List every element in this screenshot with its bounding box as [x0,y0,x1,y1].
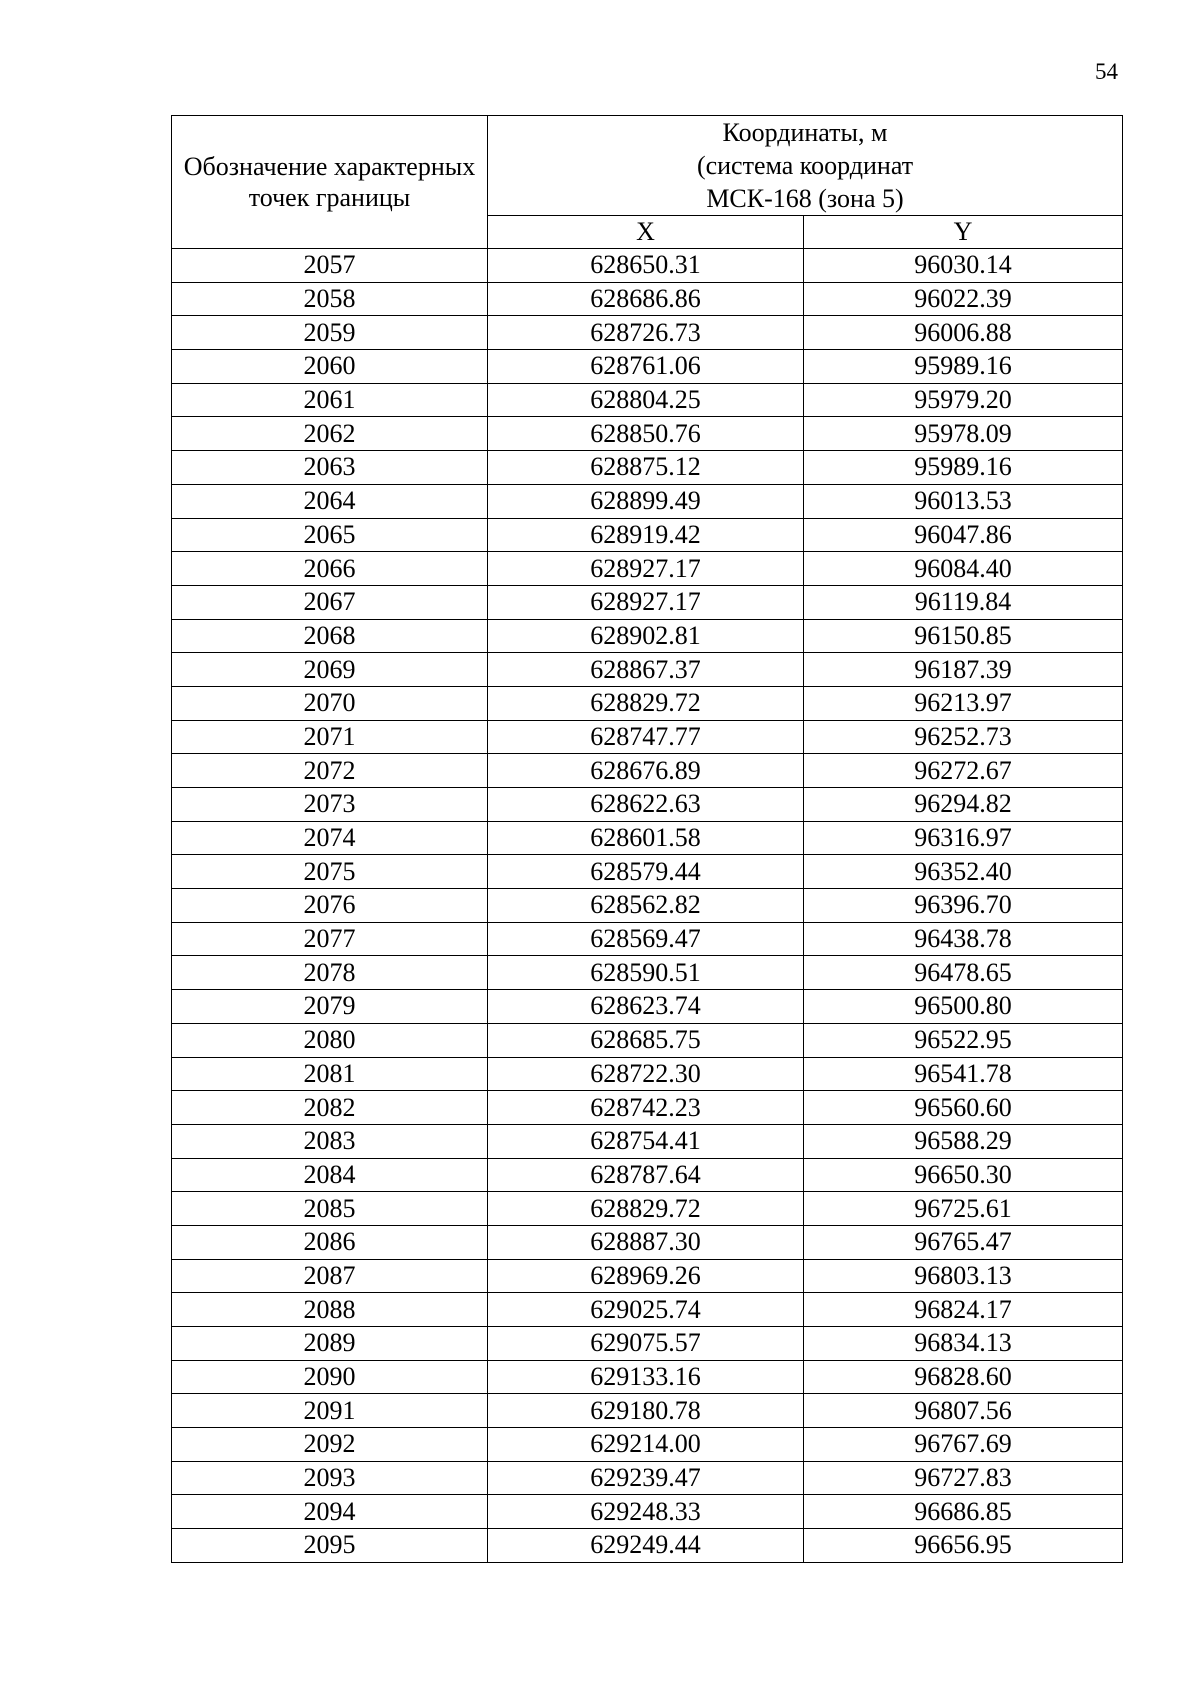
y-coordinate-cell: 95989.16 [804,350,1123,384]
point-id-cell: 2073 [172,788,488,822]
point-id-cell: 2080 [172,1023,488,1057]
x-coordinate-cell: 629239.47 [488,1461,804,1495]
point-id-cell: 2060 [172,350,488,384]
y-coordinate-cell: 96807.56 [804,1394,1123,1428]
y-coordinate-cell: 95978.09 [804,417,1123,451]
table-row [172,922,1123,956]
x-coordinate-cell: 628562.82 [488,889,804,923]
point-id-cell: 2058 [172,282,488,316]
x-coordinate-cell: 629214.00 [488,1428,804,1462]
x-coordinate-cell: 628804.25 [488,383,804,417]
header-boundary-points: Обозначение характерных точек границы [172,116,488,249]
x-coordinate-cell: 628850.76 [488,417,804,451]
x-coordinate-cell: 628590.51 [488,956,804,990]
x-coordinate-cell: 628902.81 [488,619,804,653]
point-id-cell: 2091 [172,1394,488,1428]
x-coordinate-cell: 628650.31 [488,249,804,283]
table-row [172,686,1123,720]
point-id-cell: 2085 [172,1192,488,1226]
table-header [172,116,1123,249]
x-coordinate-cell: 628623.74 [488,990,804,1024]
point-id-cell: 2095 [172,1529,488,1563]
table-row [172,1529,1123,1563]
table-row [172,1461,1123,1495]
table-row [172,1495,1123,1529]
x-coordinate-cell: 628899.49 [488,484,804,518]
y-coordinate-cell: 96187.39 [804,653,1123,687]
y-coordinate-cell: 96725.61 [804,1192,1123,1226]
point-id-cell: 2065 [172,518,488,552]
table-row [172,1360,1123,1394]
y-coordinate-cell: 96150.85 [804,619,1123,653]
table-row [172,1259,1123,1293]
x-coordinate-cell: 628754.41 [488,1124,804,1158]
table-row [172,1327,1123,1361]
table-row [172,1293,1123,1327]
point-id-cell: 2063 [172,451,488,485]
point-id-cell: 2066 [172,552,488,586]
table-row [172,1091,1123,1125]
point-id-cell: 2057 [172,249,488,283]
y-coordinate-cell: 96541.78 [804,1057,1123,1091]
y-coordinate-cell: 96294.82 [804,788,1123,822]
table-row [172,552,1123,586]
point-id-cell: 2067 [172,585,488,619]
y-coordinate-cell: 96006.88 [804,316,1123,350]
point-id-cell: 2089 [172,1327,488,1361]
y-coordinate-cell: 96438.78 [804,922,1123,956]
x-coordinate-cell: 628829.72 [488,1192,804,1226]
y-coordinate-cell: 96047.86 [804,518,1123,552]
y-coordinate-cell: 95989.16 [804,451,1123,485]
point-id-cell: 2071 [172,720,488,754]
point-id-cell: 2087 [172,1259,488,1293]
table-row [172,653,1123,687]
y-coordinate-cell: 96767.69 [804,1428,1123,1462]
table-row [172,1057,1123,1091]
x-coordinate-cell: 628676.89 [488,754,804,788]
y-coordinate-cell: 96686.85 [804,1495,1123,1529]
x-coordinate-cell: 628787.64 [488,1158,804,1192]
table-row [172,518,1123,552]
y-coordinate-cell: 96803.13 [804,1259,1123,1293]
table-row [172,821,1123,855]
point-id-cell: 2094 [172,1495,488,1529]
x-coordinate-cell: 628919.42 [488,518,804,552]
table-body [172,249,1123,1563]
coordinates-table [171,115,1123,1563]
point-id-cell: 2086 [172,1225,488,1259]
table-row [172,282,1123,316]
header-coordinates-line-1: Координаты, м [722,118,888,147]
table-row [172,788,1123,822]
y-coordinate-cell: 96588.29 [804,1124,1123,1158]
point-id-cell: 2061 [172,383,488,417]
x-coordinate-cell: 629180.78 [488,1394,804,1428]
table-row [172,484,1123,518]
page-number: 54 [1095,59,1118,84]
table-row [172,754,1123,788]
table-row [172,249,1123,283]
x-coordinate-cell: 628685.75 [488,1023,804,1057]
point-id-cell: 2059 [172,316,488,350]
x-coordinate-cell: 628887.30 [488,1225,804,1259]
table-row [172,956,1123,990]
y-coordinate-cell: 96022.39 [804,282,1123,316]
x-coordinate-cell: 628761.06 [488,350,804,384]
y-coordinate-cell: 96352.40 [804,855,1123,889]
x-coordinate-cell: 628875.12 [488,451,804,485]
table-row [172,1158,1123,1192]
y-coordinate-cell: 96013.53 [804,484,1123,518]
table-row [172,990,1123,1024]
x-coordinate-cell: 629075.57 [488,1327,804,1361]
point-id-cell: 2064 [172,484,488,518]
y-coordinate-cell: 96119.84 [804,585,1123,619]
x-coordinate-cell: 628601.58 [488,821,804,855]
point-id-cell: 2072 [172,754,488,788]
y-coordinate-cell: 96828.60 [804,1360,1123,1394]
x-coordinate-cell: 628969.26 [488,1259,804,1293]
y-coordinate-cell: 96272.67 [804,754,1123,788]
point-id-cell: 2081 [172,1057,488,1091]
table-row [172,889,1123,923]
x-coordinate-cell: 628579.44 [488,855,804,889]
point-id-cell: 2069 [172,653,488,687]
point-id-cell: 2062 [172,417,488,451]
y-coordinate-cell: 96030.14 [804,249,1123,283]
table-row [172,316,1123,350]
y-coordinate-cell: 96650.30 [804,1158,1123,1192]
x-coordinate-cell: 628622.63 [488,788,804,822]
x-coordinate-cell: 629249.44 [488,1529,804,1563]
point-id-cell: 2082 [172,1091,488,1125]
point-id-cell: 2092 [172,1428,488,1462]
y-coordinate-cell: 96396.70 [804,889,1123,923]
y-coordinate-cell: 96824.17 [804,1293,1123,1327]
point-id-cell: 2068 [172,619,488,653]
x-coordinate-cell: 628927.17 [488,552,804,586]
y-coordinate-cell: 96252.73 [804,720,1123,754]
point-id-cell: 2070 [172,686,488,720]
table-row [172,1192,1123,1226]
point-id-cell: 2083 [172,1124,488,1158]
y-coordinate-cell: 96727.83 [804,1461,1123,1495]
table-row [172,720,1123,754]
table-row [172,1124,1123,1158]
point-id-cell: 2088 [172,1293,488,1327]
y-coordinate-cell: 96560.60 [804,1091,1123,1125]
x-coordinate-cell: 628722.30 [488,1057,804,1091]
table-row [172,350,1123,384]
x-coordinate-cell: 629025.74 [488,1293,804,1327]
x-coordinate-cell: 629133.16 [488,1360,804,1394]
y-coordinate-cell: 96316.97 [804,821,1123,855]
x-coordinate-cell: 628726.73 [488,316,804,350]
x-coordinate-cell: 628569.47 [488,922,804,956]
table-row [172,451,1123,485]
table-row [172,1225,1123,1259]
point-id-cell: 2093 [172,1461,488,1495]
header-y: Y [804,216,1123,249]
y-coordinate-cell: 96765.47 [804,1225,1123,1259]
table-row [172,1428,1123,1462]
table-row [172,585,1123,619]
y-coordinate-cell: 96084.40 [804,552,1123,586]
point-id-cell: 2076 [172,889,488,923]
x-coordinate-cell: 628686.86 [488,282,804,316]
y-coordinate-cell: 96834.13 [804,1327,1123,1361]
point-id-cell: 2090 [172,1360,488,1394]
point-id-cell: 2074 [172,821,488,855]
y-coordinate-cell: 96656.95 [804,1529,1123,1563]
point-id-cell: 2078 [172,956,488,990]
x-coordinate-cell: 628747.77 [488,720,804,754]
point-id-cell: 2084 [172,1158,488,1192]
x-coordinate-cell: 628742.23 [488,1091,804,1125]
point-id-cell: 2075 [172,855,488,889]
y-coordinate-cell: 96213.97 [804,686,1123,720]
y-coordinate-cell: 96478.65 [804,956,1123,990]
x-coordinate-cell: 628829.72 [488,686,804,720]
header-x: X [488,216,804,249]
x-coordinate-cell: 628867.37 [488,653,804,687]
y-coordinate-cell: 95979.20 [804,383,1123,417]
x-coordinate-cell: 628927.17 [488,585,804,619]
table-row [172,619,1123,653]
header-coordinates-line-3: МСК-168 (зона 5) [706,184,904,213]
x-coordinate-cell: 629248.33 [488,1495,804,1529]
y-coordinate-cell: 96522.95 [804,1023,1123,1057]
header-coordinates-line-2: (система координат [696,151,914,180]
header-coordinates [488,116,1123,216]
point-id-cell: 2077 [172,922,488,956]
table-row [172,417,1123,451]
y-coordinate-cell: 96500.80 [804,990,1123,1024]
table-row [172,855,1123,889]
table-row [172,383,1123,417]
point-id-cell: 2079 [172,990,488,1024]
table-row [172,1394,1123,1428]
table-row [172,1023,1123,1057]
